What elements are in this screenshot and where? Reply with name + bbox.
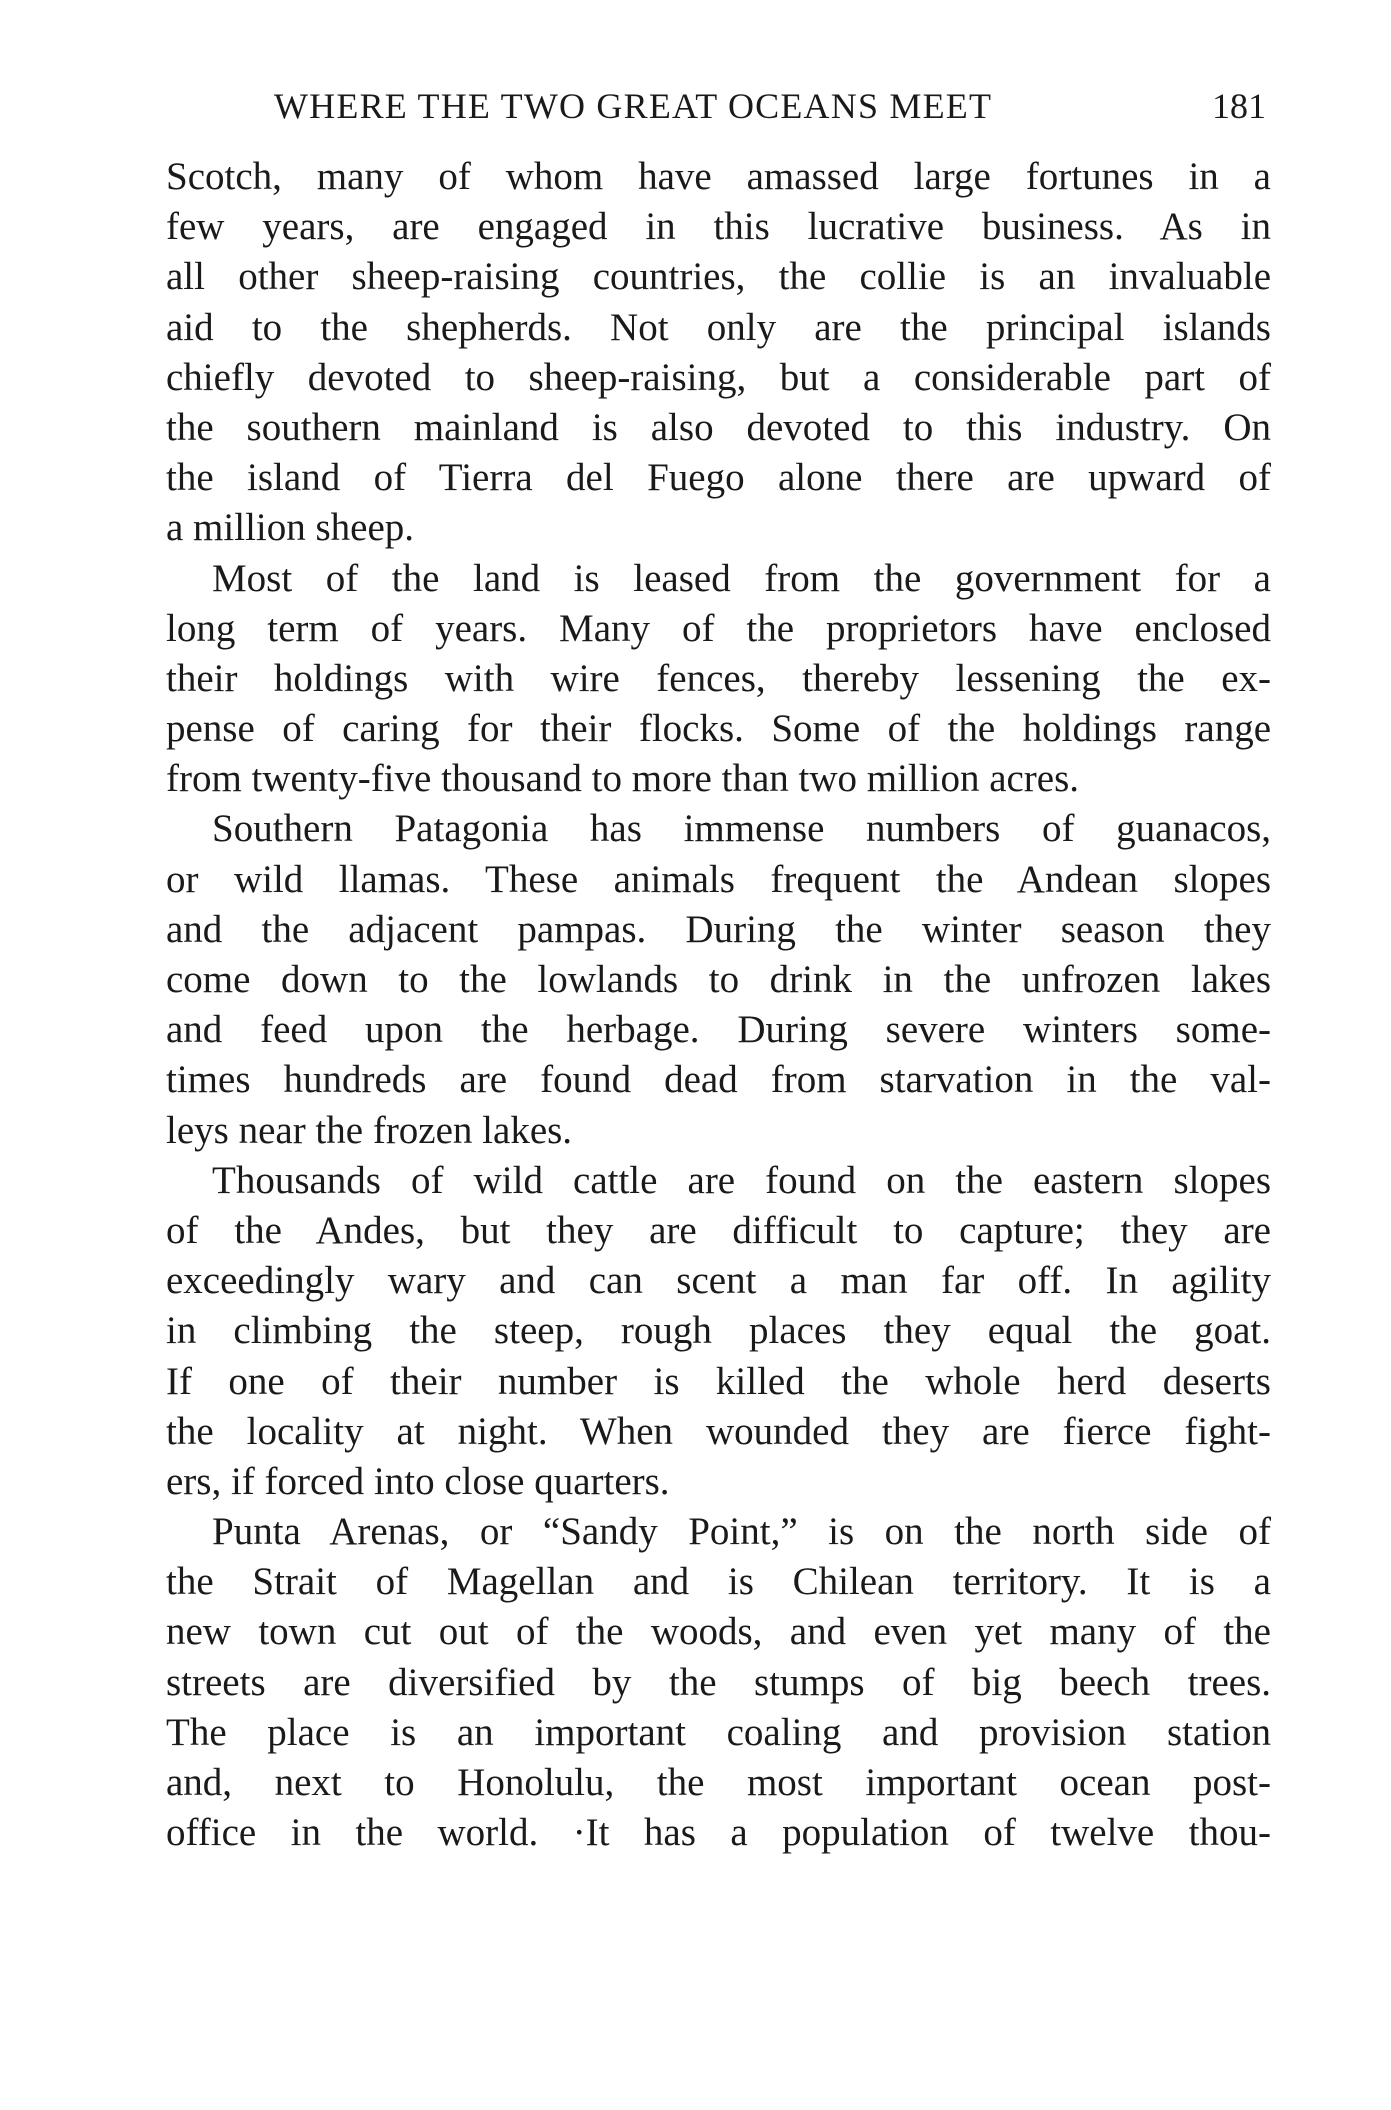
text-line: long term of years. Many of the proprietors have enclosed [166, 606, 1271, 650]
text-line: leys near the frozen lakes. [166, 1108, 573, 1152]
text-line: from twenty-five thousand to more than two million acres. [166, 757, 1080, 801]
paragraph-first-line: Thousands of wild cattle are found on the eastern slopes [212, 1158, 1271, 1202]
text-line: and the adjacent pampas. During the winter season they [166, 907, 1271, 951]
paragraph-first-line: Punta Arenas, or “Sandy Point,” is on the north side of [212, 1510, 1271, 1554]
text-line: few years, are engaged in this lucrative business. As in [166, 205, 1271, 249]
text-line: Scotch, many of whom have amassed large fortunes in a [166, 155, 1271, 198]
text-line: and, next to Honolulu, the most important ocean post- [166, 1761, 1271, 1804]
paragraph-first-line: Southern Patagonia has immense numbers of guanacos, [212, 807, 1271, 851]
text-line: a million sheep. [166, 506, 415, 550]
text-line: or wild llamas. These animals frequent the Andean slopes [166, 857, 1271, 901]
text-line: and feed upon the herbage. During severe winters some- [166, 1008, 1271, 1052]
text-line: new town cut out of the woods, and even yet many of the [166, 1610, 1271, 1654]
text-line: the southern mainland is also devoted to this industry. On [166, 405, 1271, 449]
text-line: the island of Tierra del Fuego alone there are upward of [166, 456, 1271, 500]
text-line: ers, if forced into close quarters. [166, 1459, 670, 1503]
text-line: office in the world. ·It has a population of twelve thou- [166, 1811, 1271, 1855]
text-line: If one of their number is killed the whole herd deserts [166, 1359, 1271, 1403]
text-line: their holdings with wire fences, thereby lessening the ex- [166, 656, 1271, 700]
text-line: all other sheep-raising countries, the collie is an invaluable [166, 255, 1271, 299]
text-line: pense of caring for their flocks. Some of the holdings range [166, 707, 1271, 751]
paragraph-first-line: Most of the land is leased from the government for a [212, 556, 1271, 600]
text-line: in climbing the steep, rough places they equal the goat. [166, 1309, 1271, 1353]
running-title: WHERE THE TWO GREAT OCEANS MEET [274, 86, 993, 126]
text-line: of the Andes, but they are difficult to capture; they are [166, 1208, 1271, 1252]
text-line: chiefly devoted to sheep-raising, but a considerable part of [166, 355, 1271, 399]
text-line: The place is an important coaling and provision station [166, 1710, 1271, 1754]
text-line: the locality at night. When wounded they are fierce fight- [166, 1409, 1271, 1453]
running-head [166, 76, 1266, 136]
text-line: exceedingly wary and can scent a man far off. In agility [166, 1259, 1271, 1303]
text-line: the Strait of Magellan and is Chilean territory. It is a [166, 1560, 1271, 1604]
page-number: 181 [1212, 86, 1266, 126]
text-line: streets are diversified by the stumps of big beech trees. [166, 1660, 1271, 1704]
text-line: come down to the lowlands to drink in the unfrozen lakes [166, 958, 1271, 1001]
text-line: aid to the shepherds. Not only are the principal islands [166, 305, 1271, 349]
body-text [166, 152, 1271, 1858]
text-line: times hundreds are found dead from starvation in the val- [166, 1058, 1271, 1102]
